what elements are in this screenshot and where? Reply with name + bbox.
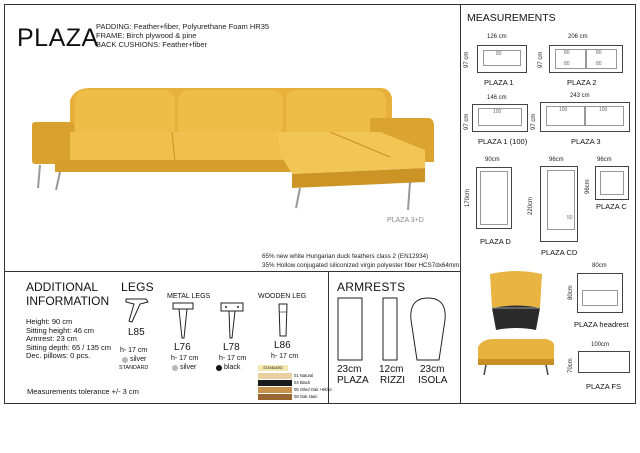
armrest-isola-profile [411, 298, 445, 360]
info-height: Height: 90 cm [26, 317, 73, 326]
sofa-left-arm [32, 122, 74, 164]
plazad-depth: 170cm [465, 188, 471, 207]
filling-note-2: 35% Hollow conjugated siliconized virgin polyester fiber HCS7dx64mm [262, 262, 460, 269]
plaza2-name: PLAZA 2 [567, 78, 597, 87]
plazac-width: 96cm [597, 157, 612, 163]
plazacd-name: PLAZA CD [541, 248, 578, 257]
divider-horizontal [4, 271, 460, 272]
wooden-leg-heading: WOODEN LEG [258, 293, 307, 300]
measurements-tolerance: Measurements tolerance +/- 3 cm [27, 387, 139, 396]
plaza3-diagram: 100 100 [540, 102, 630, 132]
headrest-photo [486, 268, 546, 338]
plazacd-depth: 220cm [528, 196, 534, 215]
plaza1-diagram: 80 [477, 45, 527, 73]
measurements-heading: MEASUREMENTS [467, 12, 556, 24]
leg-l85-code: L85 [128, 327, 145, 338]
wood-standard-tag: STANDARD [258, 365, 288, 371]
headrest-width: 80cm [592, 263, 607, 269]
leg-l76-code: L76 [174, 342, 191, 353]
plazac-diagram [595, 166, 629, 200]
leg-l78-finish: black [224, 364, 241, 371]
plaza1-100-name: PLAZA 1 (100) [478, 137, 528, 146]
leg-l78-drawing [220, 302, 244, 342]
plazac-name: PLAZA C [596, 202, 627, 211]
leg-l85-finish: silver [130, 356, 147, 363]
fs-diagram [578, 351, 630, 373]
wood-finish-oiled-oak: 05 Oiled Oak +9€/pc [258, 386, 332, 393]
fs-depth: 70cm [568, 358, 574, 373]
product-title: PLAZA [17, 24, 99, 52]
plaza1-name: PLAZA 1 [484, 78, 514, 87]
info-sitting-depth: Sitting depth: 65 / 135 cm [26, 342, 112, 352]
info-sitting-height: Sitting height: 46 cm [26, 325, 94, 335]
leg-l86-drawing [273, 302, 293, 340]
filling-note-1: 65% new white Hungarian duck feathers class 2 (EN12934) [262, 253, 429, 260]
plaza1-100-diagram: 100 [472, 104, 528, 132]
plazacd-width: 96cm [549, 157, 564, 163]
armrests-heading: ARMRESTS [337, 280, 406, 294]
plaza3-width: 243 cm [570, 93, 590, 99]
material-specs [96, 22, 269, 49]
plaza3-name: PLAZA 3 [571, 137, 601, 146]
info-armrest: Armrest: 23 cm [26, 334, 77, 343]
armrest-rizzi-size: 12cm [379, 364, 404, 375]
headrest-diagram [577, 273, 623, 313]
wood-finish-oak-stain: 08 Oak stain [258, 393, 332, 400]
leg-l85-height: h- 17 cm [120, 347, 148, 354]
plazac-depth: 96cm [585, 179, 591, 194]
legs-heading: LEGS [121, 280, 154, 294]
info-pillows: Dec. pillows: 0 pcs. [26, 351, 91, 360]
leg-chaise-right [408, 182, 410, 210]
leg-l78-height: h- 17 cm [219, 355, 247, 362]
back-cushion-middle [178, 90, 283, 138]
plaza2-diagram: 80 80 80 80 [549, 45, 623, 73]
plazad-width: 90cm [485, 157, 500, 163]
plaza2-depth: 97 cm [538, 51, 544, 68]
footstool-photo [472, 335, 558, 380]
plaza1-depth: 97 cm [464, 51, 470, 68]
plazacd-diagram: 50 [540, 166, 578, 242]
plaza3-depth: 97 cm [531, 113, 537, 130]
back-cushion-left [75, 90, 175, 138]
leg-l86-height: h- 17 cm [271, 353, 299, 360]
leg-l78-finish-dot [216, 365, 222, 371]
wood-finish-black: 04 Black [258, 379, 332, 386]
armrest-isola-name: ISOLA [418, 375, 448, 386]
leg-l76-drawing [172, 302, 194, 342]
photo-label: PLAZA 3+D [387, 217, 424, 224]
plaza2-width: 206 cm [568, 34, 588, 40]
leg-l76-finish: silver [180, 364, 197, 371]
armrest-plaza-profile [338, 298, 362, 360]
divider-vertical [460, 4, 461, 404]
leg-l76-height: h- 17 cm [171, 355, 199, 362]
sofa-seat [70, 132, 286, 162]
leg-l86-code: L86 [274, 340, 291, 351]
armrest-plaza-size: 23cm [337, 364, 362, 375]
spec-back-cushions: BACK CUSHIONS: Feather+fiber [96, 40, 208, 49]
spec-frame: FRAME: Birch plywood & pine [96, 31, 197, 40]
leg-l85-standard: STANDARD [119, 365, 149, 371]
plazad-name: PLAZA D [480, 237, 511, 246]
plaza1-100-width: 146 cm [487, 95, 507, 101]
armrest-profiles [333, 295, 458, 365]
leg-front-mid [56, 172, 60, 190]
leg-l76-finish-dot [172, 365, 178, 371]
additional-info-details [26, 318, 111, 361]
armrest-rizzi-profile [383, 298, 397, 360]
plazad-diagram [476, 167, 512, 229]
leg-l85-drawing [122, 296, 152, 324]
wood-finish-natural: 01 Natural [258, 372, 332, 379]
wood-finish-list [258, 372, 332, 400]
plaza1-width: 126 cm [487, 34, 507, 40]
leg-l78-code: L78 [223, 342, 240, 353]
sofa-base [55, 160, 295, 172]
leg-l85-finish-dot [122, 357, 128, 363]
metal-legs-heading: METAL LEGS [167, 293, 211, 300]
leg-chaise-left [296, 188, 300, 208]
sofa-photo [30, 70, 450, 220]
armrest-isola-size: 23cm [420, 364, 445, 375]
armrest-rizzi-name: RIZZI [380, 375, 405, 386]
headrest-name: PLAZA headrest [574, 320, 629, 329]
armrest-plaza-name: PLAZA [337, 375, 369, 386]
plaza1-100-depth: 97 cm [464, 113, 470, 130]
fs-name: PLAZA FS [586, 382, 622, 391]
additional-info-heading: ADDITIONAL INFORMATION [26, 280, 110, 308]
spec-padding: PADDING: Feather+fiber, Polyurethane Foam HR35 [96, 22, 270, 31]
fs-width: 100cm [591, 342, 610, 348]
headrest-depth: 80cm [568, 285, 574, 300]
leg-front-left [38, 165, 40, 188]
